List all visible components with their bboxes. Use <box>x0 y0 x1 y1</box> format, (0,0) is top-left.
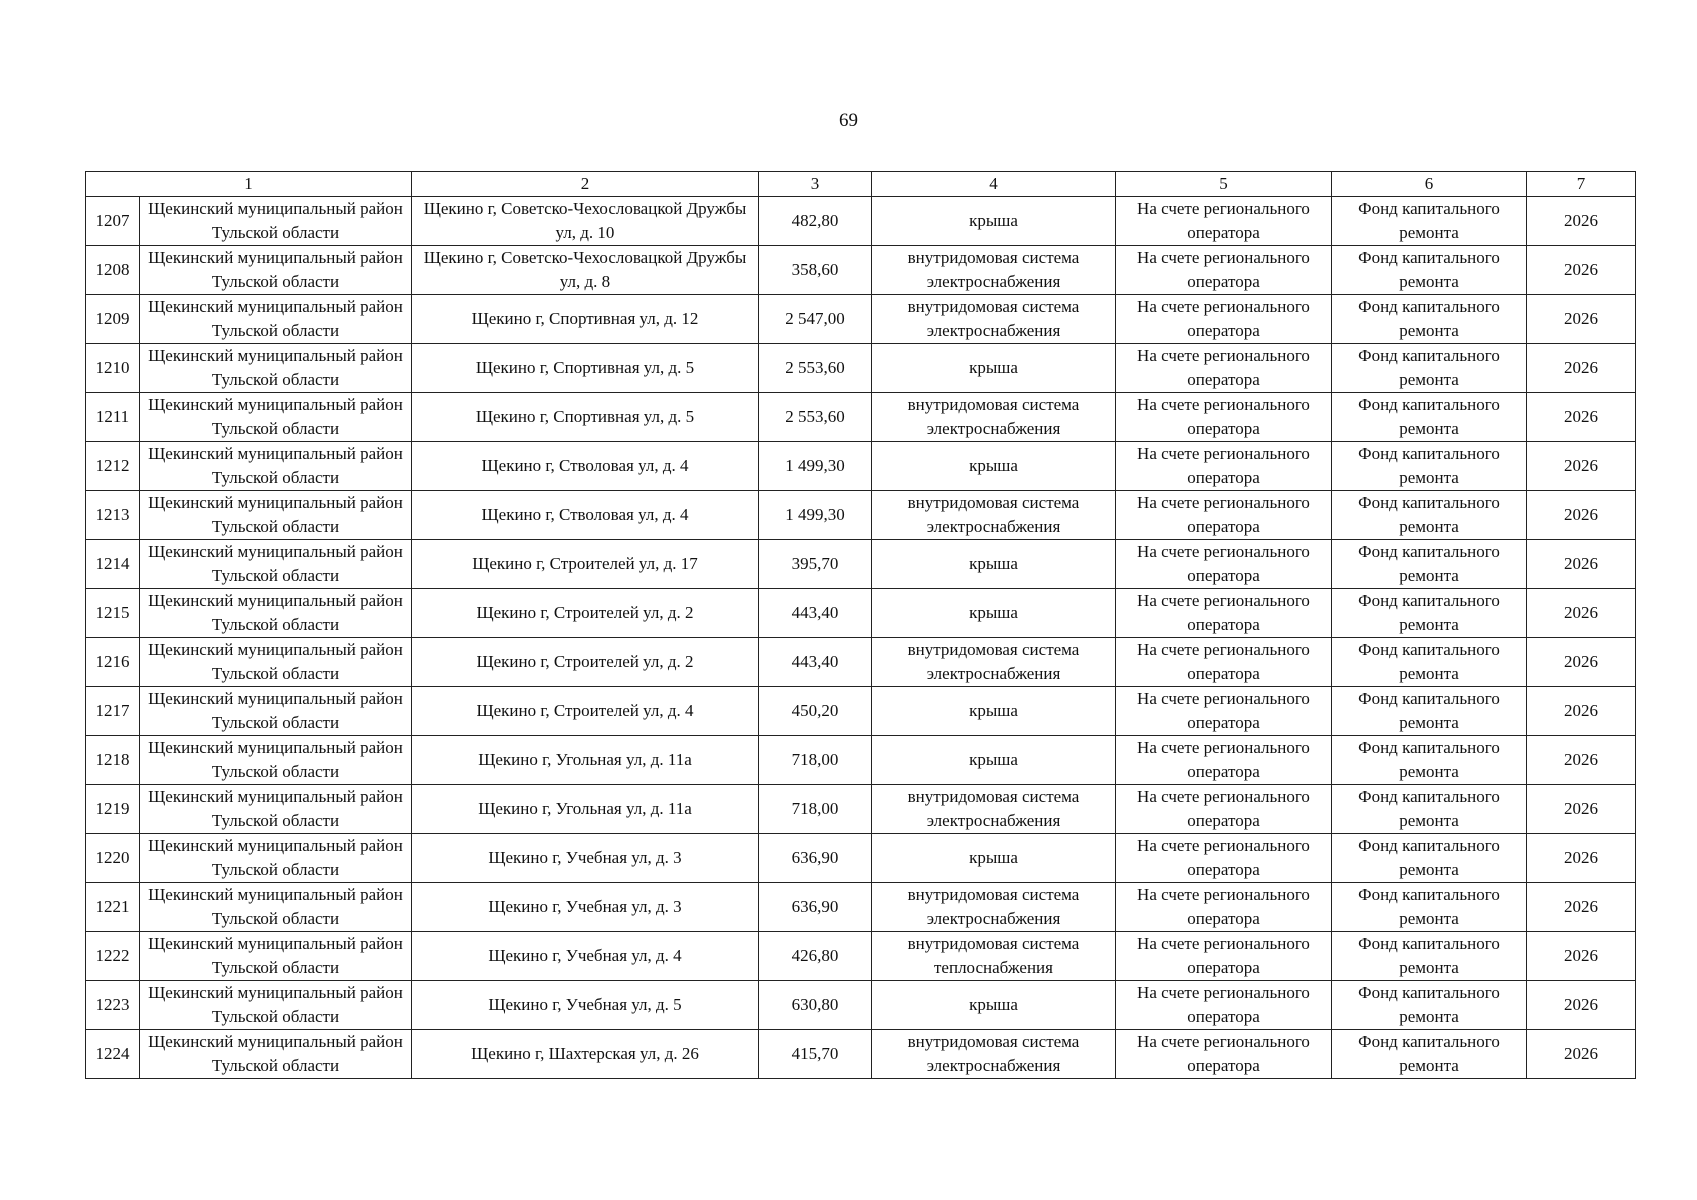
table-row <box>86 687 1636 736</box>
area-cell: 482,80 <box>759 197 872 246</box>
row-number-cell: 1211 <box>86 393 140 442</box>
year-cell: 2026 <box>1527 491 1636 540</box>
address-cell: Щекино г, Шахтерская ул, д. 26 <box>412 1030 759 1079</box>
work-type-cell: внутридомовая система электроснабжения <box>872 1030 1116 1079</box>
area-cell: 443,40 <box>759 589 872 638</box>
row-number-cell: 1214 <box>86 540 140 589</box>
work-type-cell: крыша <box>872 981 1116 1030</box>
address-cell: Щекино г, Строителей ул, д. 4 <box>412 687 759 736</box>
row-number-cell: 1209 <box>86 295 140 344</box>
area-cell: 415,70 <box>759 1030 872 1079</box>
area-cell: 1 499,30 <box>759 442 872 491</box>
district-cell: Щекинский муниципальный район Тульской области <box>140 491 412 540</box>
address-cell: Щекино г, Спортивная ул, д. 5 <box>412 393 759 442</box>
funding-source-cell: Фонд капитального ремонта <box>1332 687 1527 736</box>
year-cell: 2026 <box>1527 393 1636 442</box>
address-cell: Щекино г, Советско-Чехословацкой Дружбы ул, д. 10 <box>412 197 759 246</box>
address-cell: Щекино г, Строителей ул, д. 17 <box>412 540 759 589</box>
account-cell: На счете регионального оператора <box>1116 736 1332 785</box>
work-type-cell: крыша <box>872 197 1116 246</box>
account-cell: На счете регионального оператора <box>1116 491 1332 540</box>
table-row <box>86 197 1636 246</box>
account-cell: На счете регионального оператора <box>1116 834 1332 883</box>
area-cell: 630,80 <box>759 981 872 1030</box>
row-number-cell: 1216 <box>86 638 140 687</box>
district-cell: Щекинский муниципальный район Тульской области <box>140 393 412 442</box>
row-number-cell: 1208 <box>86 246 140 295</box>
header-col-6: 6 <box>1332 172 1527 197</box>
work-type-cell: внутридомовая система электроснабжения <box>872 491 1116 540</box>
address-cell: Щекино г, Учебная ул, д. 5 <box>412 981 759 1030</box>
table-row <box>86 295 1636 344</box>
year-cell: 2026 <box>1527 932 1636 981</box>
district-cell: Щекинский муниципальный район Тульской области <box>140 736 412 785</box>
table-row <box>86 638 1636 687</box>
year-cell: 2026 <box>1527 246 1636 295</box>
funding-source-cell: Фонд капитального ремонта <box>1332 393 1527 442</box>
district-cell: Щекинский муниципальный район Тульской области <box>140 246 412 295</box>
year-cell: 2026 <box>1527 295 1636 344</box>
table-row <box>86 246 1636 295</box>
year-cell: 2026 <box>1527 638 1636 687</box>
table-row <box>86 932 1636 981</box>
funding-source-cell: Фонд капитального ремонта <box>1332 1030 1527 1079</box>
funding-source-cell: Фонд капитального ремонта <box>1332 834 1527 883</box>
account-cell: На счете регионального оператора <box>1116 295 1332 344</box>
district-cell: Щекинский муниципальный район Тульской области <box>140 981 412 1030</box>
row-number-cell: 1224 <box>86 1030 140 1079</box>
table-row <box>86 393 1636 442</box>
funding-source-cell: Фонд капитального ремонта <box>1332 442 1527 491</box>
year-cell: 2026 <box>1527 834 1636 883</box>
work-type-cell: крыша <box>872 344 1116 393</box>
district-cell: Щекинский муниципальный район Тульской области <box>140 834 412 883</box>
account-cell: На счете регионального оператора <box>1116 540 1332 589</box>
address-cell: Щекино г, Учебная ул, д. 3 <box>412 883 759 932</box>
header-col-7: 7 <box>1527 172 1636 197</box>
address-cell: Щекино г, Спортивная ул, д. 12 <box>412 295 759 344</box>
year-cell: 2026 <box>1527 1030 1636 1079</box>
district-cell: Щекинский муниципальный район Тульской области <box>140 197 412 246</box>
district-cell: Щекинский муниципальный район Тульской области <box>140 344 412 393</box>
table-row <box>86 883 1636 932</box>
work-type-cell: внутридомовая система электроснабжения <box>872 393 1116 442</box>
address-cell: Щекино г, Стволовая ул, д. 4 <box>412 442 759 491</box>
row-number-cell: 1220 <box>86 834 140 883</box>
area-cell: 358,60 <box>759 246 872 295</box>
funding-source-cell: Фонд капитального ремонта <box>1332 246 1527 295</box>
area-cell: 443,40 <box>759 638 872 687</box>
funding-source-cell: Фонд капитального ремонта <box>1332 197 1527 246</box>
district-cell: Щекинский муниципальный район Тульской области <box>140 589 412 638</box>
work-type-cell: крыша <box>872 540 1116 589</box>
table-row <box>86 344 1636 393</box>
account-cell: На счете регионального оператора <box>1116 589 1332 638</box>
address-cell: Щекино г, Угольная ул, д. 11а <box>412 736 759 785</box>
row-number-cell: 1222 <box>86 932 140 981</box>
table-row <box>86 1030 1636 1079</box>
district-cell: Щекинский муниципальный район Тульской области <box>140 785 412 834</box>
address-cell: Щекино г, Угольная ул, д. 11а <box>412 785 759 834</box>
year-cell: 2026 <box>1527 785 1636 834</box>
row-number-cell: 1217 <box>86 687 140 736</box>
row-number-cell: 1212 <box>86 442 140 491</box>
account-cell: На счете регионального оператора <box>1116 687 1332 736</box>
district-cell: Щекинский муниципальный район Тульской области <box>140 883 412 932</box>
work-type-cell: внутридомовая система электроснабжения <box>872 638 1116 687</box>
district-cell: Щекинский муниципальный район Тульской области <box>140 638 412 687</box>
funding-source-cell: Фонд капитального ремонта <box>1332 540 1527 589</box>
area-cell: 718,00 <box>759 785 872 834</box>
work-type-cell: крыша <box>872 589 1116 638</box>
account-cell: На счете регионального оператора <box>1116 1030 1332 1079</box>
page-number: 69 <box>839 110 858 131</box>
header-col-2: 2 <box>412 172 759 197</box>
row-number-cell: 1215 <box>86 589 140 638</box>
year-cell: 2026 <box>1527 540 1636 589</box>
area-cell: 636,90 <box>759 883 872 932</box>
table-row <box>86 785 1636 834</box>
year-cell: 2026 <box>1527 197 1636 246</box>
year-cell: 2026 <box>1527 981 1636 1030</box>
funding-source-cell: Фонд капитального ремонта <box>1332 785 1527 834</box>
account-cell: На счете регионального оператора <box>1116 981 1332 1030</box>
year-cell: 2026 <box>1527 687 1636 736</box>
year-cell: 2026 <box>1527 344 1636 393</box>
account-cell: На счете регионального оператора <box>1116 246 1332 295</box>
area-cell: 636,90 <box>759 834 872 883</box>
work-type-cell: крыша <box>872 736 1116 785</box>
district-cell: Щекинский муниципальный район Тульской области <box>140 687 412 736</box>
year-cell: 2026 <box>1527 736 1636 785</box>
funding-source-cell: Фонд капитального ремонта <box>1332 981 1527 1030</box>
table-row <box>86 589 1636 638</box>
address-cell: Щекино г, Советско-Чехословацкой Дружбы ул, д. 8 <box>412 246 759 295</box>
area-cell: 1 499,30 <box>759 491 872 540</box>
header-col-5: 5 <box>1116 172 1332 197</box>
row-number-cell: 1213 <box>86 491 140 540</box>
area-cell: 395,70 <box>759 540 872 589</box>
table-row <box>86 540 1636 589</box>
funding-source-cell: Фонд капитального ремонта <box>1332 883 1527 932</box>
work-type-cell: внутридомовая система электроснабжения <box>872 246 1116 295</box>
table-row <box>86 834 1636 883</box>
account-cell: На счете регионального оператора <box>1116 393 1332 442</box>
address-cell: Щекино г, Учебная ул, д. 4 <box>412 932 759 981</box>
header-col-3: 3 <box>759 172 872 197</box>
table-header-row <box>86 172 1636 197</box>
funding-source-cell: Фонд капитального ремонта <box>1332 344 1527 393</box>
table-row <box>86 736 1636 785</box>
funding-source-cell: Фонд капитального ремонта <box>1332 589 1527 638</box>
repair-schedule-table <box>85 171 1636 1079</box>
row-number-cell: 1221 <box>86 883 140 932</box>
work-type-cell: внутридомовая система электроснабжения <box>872 785 1116 834</box>
table-row <box>86 491 1636 540</box>
area-cell: 718,00 <box>759 736 872 785</box>
work-type-cell: внутридомовая система теплоснабжения <box>872 932 1116 981</box>
work-type-cell: крыша <box>872 834 1116 883</box>
work-type-cell: крыша <box>872 442 1116 491</box>
row-number-cell: 1223 <box>86 981 140 1030</box>
year-cell: 2026 <box>1527 883 1636 932</box>
table-row <box>86 442 1636 491</box>
funding-source-cell: Фонд капитального ремонта <box>1332 638 1527 687</box>
row-number-cell: 1210 <box>86 344 140 393</box>
area-cell: 426,80 <box>759 932 872 981</box>
address-cell: Щекино г, Стволовая ул, д. 4 <box>412 491 759 540</box>
work-type-cell: крыша <box>872 687 1116 736</box>
address-cell: Щекино г, Строителей ул, д. 2 <box>412 638 759 687</box>
district-cell: Щекинский муниципальный район Тульской области <box>140 442 412 491</box>
area-cell: 2 553,60 <box>759 344 872 393</box>
work-type-cell: внутридомовая система электроснабжения <box>872 295 1116 344</box>
district-cell: Щекинский муниципальный район Тульской области <box>140 932 412 981</box>
funding-source-cell: Фонд капитального ремонта <box>1332 932 1527 981</box>
area-cell: 450,20 <box>759 687 872 736</box>
district-cell: Щекинский муниципальный район Тульской области <box>140 1030 412 1079</box>
row-number-cell: 1218 <box>86 736 140 785</box>
address-cell: Щекино г, Строителей ул, д. 2 <box>412 589 759 638</box>
row-number-cell: 1219 <box>86 785 140 834</box>
work-type-cell: внутридомовая система электроснабжения <box>872 883 1116 932</box>
district-cell: Щекинский муниципальный район Тульской области <box>140 295 412 344</box>
account-cell: На счете регионального оператора <box>1116 197 1332 246</box>
account-cell: На счете регионального оператора <box>1116 638 1332 687</box>
header-col-1: 1 <box>86 172 412 197</box>
header-col-4: 4 <box>872 172 1116 197</box>
district-cell: Щекинский муниципальный район Тульской области <box>140 540 412 589</box>
account-cell: На счете регионального оператора <box>1116 344 1332 393</box>
table-row <box>86 981 1636 1030</box>
address-cell: Щекино г, Спортивная ул, д. 5 <box>412 344 759 393</box>
account-cell: На счете регионального оператора <box>1116 442 1332 491</box>
funding-source-cell: Фонд капитального ремонта <box>1332 491 1527 540</box>
year-cell: 2026 <box>1527 442 1636 491</box>
year-cell: 2026 <box>1527 589 1636 638</box>
funding-source-cell: Фонд капитального ремонта <box>1332 295 1527 344</box>
row-number-cell: 1207 <box>86 197 140 246</box>
area-cell: 2 547,00 <box>759 295 872 344</box>
funding-source-cell: Фонд капитального ремонта <box>1332 736 1527 785</box>
address-cell: Щекино г, Учебная ул, д. 3 <box>412 834 759 883</box>
area-cell: 2 553,60 <box>759 393 872 442</box>
account-cell: На счете регионального оператора <box>1116 883 1332 932</box>
account-cell: На счете регионального оператора <box>1116 785 1332 834</box>
account-cell: На счете регионального оператора <box>1116 932 1332 981</box>
table-body <box>86 197 1636 1079</box>
